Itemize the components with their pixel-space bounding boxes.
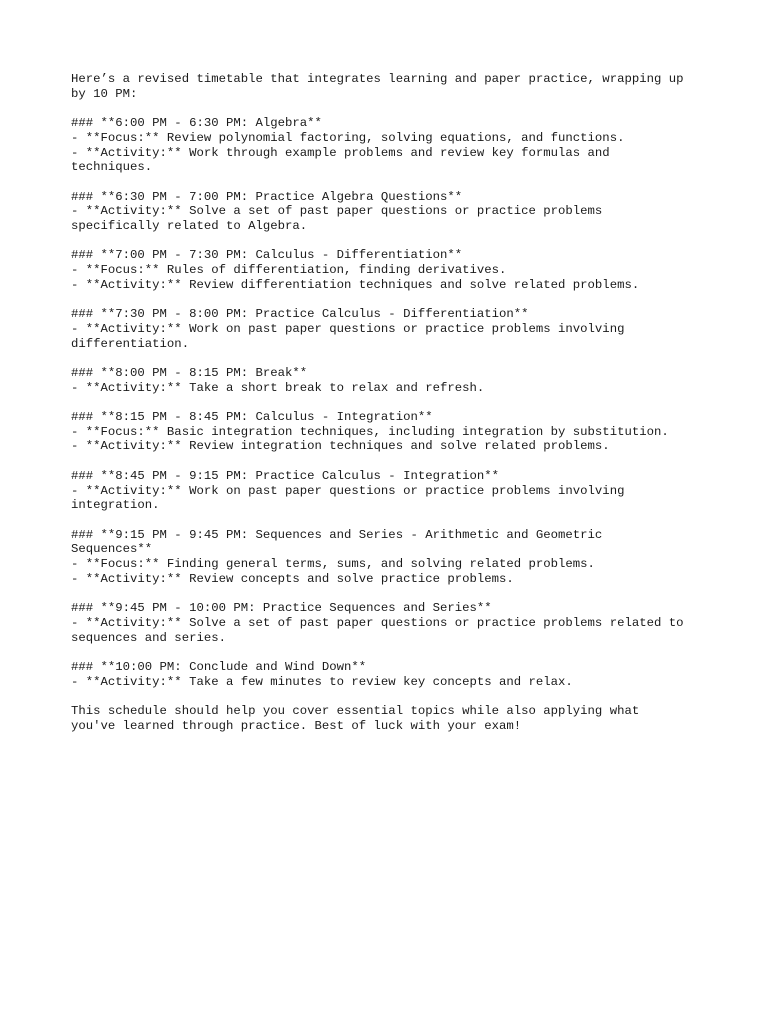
section-heading: ### **8:15 PM - 8:45 PM: Calculus - Integration**	[71, 410, 433, 425]
section-heading: ### **9:15 PM - 9:45 PM: Sequences and Series - Arithmetic and Geometric	[71, 527, 603, 542]
schedule-section	[71, 601, 711, 645]
section-heading: ### **6:00 PM - 6:30 PM: Algebra**	[71, 116, 322, 131]
section-line: specifically related to Algebra.	[71, 219, 308, 233]
section-line: sequences and series.	[71, 630, 226, 645]
section-line: integration.	[71, 498, 160, 513]
schedule-section	[71, 528, 711, 587]
closing-line: you've learned through practice. Best of luck with your exam!	[71, 718, 522, 733]
section-line: - **Activity:** Review differentiation techniques and solve related problems.	[71, 277, 640, 292]
section-heading: ### **7:30 PM - 8:00 PM: Practice Calculus - Differentiation**	[71, 307, 529, 322]
section-line: - **Activity:** Work on past paper questions or practice problems involving	[71, 321, 625, 336]
schedule-section	[71, 660, 711, 689]
section-line: - **Activity:** Take a few minutes to review key concepts and relax.	[71, 674, 573, 689]
closing-line: This schedule should help you cover essential topics while also applying what	[71, 704, 640, 719]
section-heading: ### **8:00 PM - 8:15 PM: Break**	[71, 365, 308, 380]
section-line: - **Focus:** Finding general terms, sums, and solving related problems.	[71, 557, 595, 572]
section-line: - **Focus:** Basic integration techniques, including integration by substitution.	[71, 424, 669, 439]
schedule-section	[71, 469, 711, 513]
section-heading: ### **9:45 PM - 10:00 PM: Practice Sequences and Series**	[71, 601, 492, 616]
closing-paragraph	[71, 704, 711, 733]
section-line: - **Activity:** Review integration techniques and solve related problems.	[71, 439, 610, 454]
section-line: - **Activity:** Take a short break to relax and refresh.	[71, 380, 485, 395]
section-line: Sequences**	[71, 542, 153, 557]
section-line: - **Activity:** Work on past paper questions or practice problems involving	[71, 483, 625, 498]
schedule-section	[71, 248, 711, 292]
schedule-section	[71, 190, 711, 234]
section-line: - **Focus:** Review polynomial factoring, solving equations, and functions.	[71, 130, 625, 145]
intro-line: by 10 PM:	[71, 86, 138, 101]
section-heading: ### **10:00 PM: Conclude and Wind Down**	[71, 659, 367, 674]
section-heading: ### **6:30 PM - 7:00 PM: Practice Algebra Questions**	[71, 189, 463, 204]
section-line: - **Activity:** Solve a set of past paper questions or practice problems	[71, 204, 603, 219]
section-line: - **Activity:** Work through example problems and review key formulas and	[71, 145, 610, 160]
document-page	[71, 72, 711, 748]
schedule-section	[71, 366, 711, 395]
schedule-section	[71, 410, 711, 454]
schedule-section	[71, 307, 711, 351]
section-line: differentiation.	[71, 336, 190, 351]
intro-line: Here’s a revised timetable that integrates learning and paper practice, wrapping up	[71, 72, 684, 86]
schedule-section	[71, 116, 711, 175]
intro-paragraph	[71, 72, 711, 101]
section-line: - **Activity:** Solve a set of past paper questions or practice problems related to	[71, 615, 684, 630]
section-line: - **Focus:** Rules of differentiation, finding derivatives.	[71, 263, 507, 278]
section-line: - **Activity:** Review concepts and solve practice problems.	[71, 571, 514, 586]
section-heading: ### **7:00 PM - 7:30 PM: Calculus - Differentiation**	[71, 248, 463, 263]
section-line: techniques.	[71, 160, 153, 175]
section-heading: ### **8:45 PM - 9:15 PM: Practice Calculus - Integration**	[71, 468, 500, 483]
